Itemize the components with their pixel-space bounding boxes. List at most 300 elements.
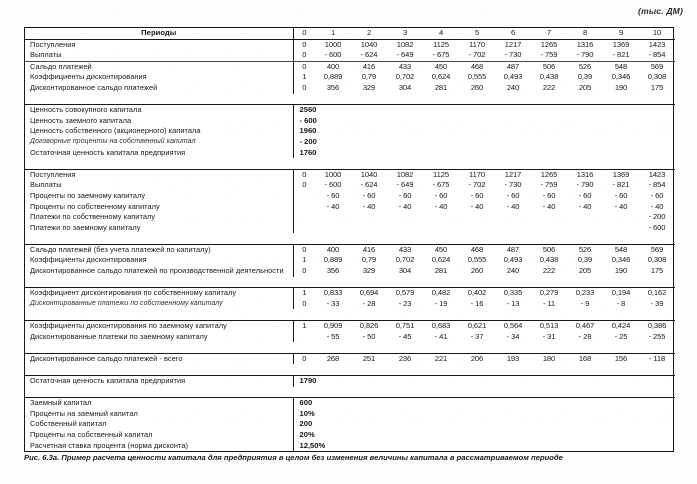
- row-value-period-10: - 40: [650, 201, 664, 211]
- spacer-cell: [25, 309, 675, 320]
- row-value-period-2: 416: [351, 61, 387, 72]
- table-row: [25, 321, 675, 332]
- row-value-period-5: 0,555: [467, 255, 487, 265]
- header-cell-period-9: 9: [603, 28, 639, 39]
- table-row: [25, 72, 675, 83]
- row-value-period-7: 0,279: [531, 288, 567, 299]
- row-value-period-1: - 55: [326, 331, 340, 341]
- row-value-period-3: 304: [398, 266, 412, 276]
- row-value-period-4: - 41: [434, 331, 448, 341]
- row-value-period-0: 0: [302, 39, 307, 49]
- row-value-period-0: [293, 223, 315, 234]
- row-value-period-3: 236: [387, 353, 423, 364]
- row-value-period-10: - 60: [650, 190, 664, 200]
- row-value-period-2: - 28: [362, 298, 376, 308]
- row-value-period-4: 450: [423, 61, 459, 72]
- row-label: Собственный капитал: [25, 419, 293, 430]
- row-value-period-7: 0,438: [539, 72, 559, 82]
- row-summary-value: - 600: [299, 115, 317, 125]
- row-value-period-8: - 9: [580, 298, 590, 308]
- table-row: [25, 169, 675, 180]
- row-value-period-8: - 60: [578, 190, 592, 200]
- table-row: [25, 419, 675, 430]
- row-value-period-5: - 16: [470, 298, 484, 308]
- row-value-period-7: 222: [542, 266, 556, 276]
- row-value-period-6: - 730: [504, 180, 522, 190]
- row-value-period-8: 1316: [576, 39, 594, 49]
- row-value-period-5: 1170: [469, 39, 485, 49]
- row-label: Проценты на заемный капитал: [25, 409, 293, 420]
- row-value-period-9: 190: [614, 82, 628, 92]
- table-row: [25, 83, 675, 94]
- row-value-period-5: 206: [459, 353, 495, 364]
- spacer-cell: [25, 364, 675, 375]
- row-value-period-6: 193: [495, 353, 531, 364]
- row-value-period-0: 0: [293, 244, 315, 255]
- row-value-period-0: [293, 202, 315, 213]
- table-row: [25, 202, 675, 213]
- row-value-period-8: 526: [567, 244, 603, 255]
- table-row: [25, 430, 675, 441]
- row-value-period-6: 487: [495, 61, 531, 72]
- row-value-period-1: 1000: [315, 169, 351, 180]
- row-label: Выплаты: [25, 50, 293, 61]
- table-row: [25, 126, 675, 137]
- row-value-period-2: 416: [351, 244, 387, 255]
- row-value-period-5: 0,555: [467, 72, 487, 82]
- row-value-period-6: 0,335: [495, 288, 531, 299]
- row-value-period-10: - 255: [648, 331, 666, 341]
- row-value-period-10: - 600: [648, 222, 666, 232]
- row-value-period-5: 260: [470, 82, 484, 92]
- row-value-period-2: 0,694: [351, 288, 387, 299]
- row-summary-value: 1790: [293, 376, 675, 387]
- row-value-period-0: 1: [302, 255, 307, 265]
- row-value-period-5: - 37: [470, 331, 484, 341]
- row-value-period-7: 222: [542, 82, 556, 92]
- row-label: Дисконтированное сальдо платежей по производственной деятельности: [25, 266, 293, 277]
- row-value-period-2: 329: [362, 82, 376, 92]
- row-value-period-6: 487: [495, 244, 531, 255]
- table-row: [25, 376, 675, 387]
- row-value-period-8: [567, 212, 603, 223]
- table-row: [25, 116, 675, 127]
- row-label: Сальдо платежей (без учета платежей по капиталу): [25, 244, 293, 255]
- row-value-period-4: - 675: [432, 180, 450, 190]
- row-value-period-4: - 40: [434, 201, 448, 211]
- header-cell-period-10: 10: [639, 28, 675, 39]
- row-value-period-7: - 759: [540, 50, 558, 60]
- row-value-period-9: - 821: [612, 180, 630, 190]
- row-value-period-1: 0,889: [323, 255, 343, 265]
- table-row: [25, 353, 675, 364]
- row-value-period-9: 190: [614, 266, 628, 276]
- row-value-period-0: 0: [302, 50, 307, 60]
- row-value-period-9: - 60: [614, 190, 628, 200]
- row-value-period-10: - 200: [648, 212, 666, 222]
- row-value-period-4: 1125: [433, 39, 449, 49]
- row-value-period-8: - 40: [578, 201, 592, 211]
- row-value-period-10: - 854: [648, 180, 666, 190]
- row-value-period-9: - 821: [612, 50, 630, 60]
- row-value-period-1: 400: [315, 61, 351, 72]
- row-value-period-10: 569: [639, 244, 675, 255]
- row-value-period-3: 1082: [387, 169, 423, 180]
- row-label: Дисконтированное сальдо платежей: [25, 83, 293, 94]
- row-summary-value: 10%: [299, 408, 315, 418]
- row-value-period-0: 1: [293, 321, 315, 332]
- row-value-period-1: - 33: [326, 298, 340, 308]
- spacer-cell: [25, 233, 675, 244]
- row-value-period-8: 168: [567, 353, 603, 364]
- figure-caption-text: Пример расчета ценности капитала для предприятия в целом без изменения величины капитала в рассматриваемом периоде: [61, 453, 563, 462]
- row-label: Ценность заемного капитала: [25, 116, 293, 127]
- row-label: Сальдо платежей: [25, 61, 293, 72]
- row-label: Коэффициенты дисконтирования: [25, 255, 293, 266]
- row-value-period-6: - 730: [504, 50, 522, 60]
- row-value-period-4: [423, 212, 459, 223]
- row-value-period-6: 0,493: [503, 72, 523, 82]
- row-label: Заемный капитал: [25, 398, 293, 409]
- row-value-period-9: 1369: [612, 39, 630, 49]
- row-value-period-8: [567, 223, 603, 234]
- row-value-period-1: 0,909: [315, 321, 351, 332]
- row-label: Дисконтированные платежи по заемному капиталу: [25, 332, 293, 343]
- row-label: Проценты по заемному капиталу: [25, 191, 293, 202]
- row-value-period-10: 0,308: [647, 255, 667, 265]
- table-row: [25, 148, 675, 159]
- row-value-period-9: 0,346: [611, 255, 631, 265]
- row-value-period-4: - 675: [432, 50, 450, 60]
- row-value-period-9: - 8: [616, 298, 626, 308]
- row-value-period-2: [351, 223, 387, 234]
- row-value-period-5: - 702: [468, 180, 486, 190]
- row-value-period-5: - 702: [468, 50, 486, 60]
- header-cell-period-2: 2: [351, 28, 387, 39]
- row-value-period-9: 0,194: [603, 288, 639, 299]
- row-value-period-1: - 600: [324, 50, 342, 60]
- row-value-period-9: 156: [603, 353, 639, 364]
- row-value-period-9: 1369: [603, 169, 639, 180]
- row-value-period-1: 268: [315, 353, 351, 364]
- row-value-period-6: - 13: [506, 298, 520, 308]
- row-label: Остаточная ценность капитала предприятия: [25, 376, 293, 387]
- row-value-period-10: 175: [650, 266, 664, 276]
- row-value-period-6: 0,493: [503, 255, 523, 265]
- row-value-period-7: 180: [531, 353, 567, 364]
- row-value-period-6: 1217: [504, 39, 522, 49]
- row-label: Проценты на собственный капитал: [25, 430, 293, 441]
- row-value-period-3: 304: [398, 82, 412, 92]
- row-value-period-2: - 624: [360, 180, 378, 190]
- spacer-cell: [25, 277, 675, 288]
- row-value-period-5: 1170: [459, 169, 495, 180]
- row-value-period-5: - 60: [470, 190, 484, 200]
- row-value-period-0: [293, 212, 315, 223]
- table-row: [25, 332, 675, 343]
- row-value-period-1: [315, 212, 351, 223]
- row-value-period-3: - 23: [398, 298, 412, 308]
- row-value-period-5: 0,621: [459, 321, 495, 332]
- table-row: [25, 180, 675, 191]
- row-value-period-2: 329: [362, 266, 376, 276]
- row-value-period-3: 0,702: [395, 255, 415, 265]
- row-summary-value: 12,50%: [299, 440, 326, 450]
- row-value-period-2: 0,826: [351, 321, 387, 332]
- unit-note: (тыс. ДМ): [638, 6, 683, 16]
- row-value-period-7: 1265: [540, 39, 558, 49]
- row-value-period-8: 0,39: [577, 72, 593, 82]
- row-value-period-2: [351, 212, 387, 223]
- header-cell-period-5: 5: [459, 28, 495, 39]
- row-value-period-5: [459, 223, 495, 234]
- row-value-period-4: 281: [434, 266, 448, 276]
- row-value-period-8: 0,233: [567, 288, 603, 299]
- row-value-period-6: [495, 212, 531, 223]
- row-value-period-8: 205: [578, 82, 592, 92]
- header-cell-period-1: 1: [315, 28, 351, 39]
- table-block-spacer: [25, 309, 675, 320]
- row-value-period-0: [293, 191, 315, 202]
- row-summary-value: 600: [293, 398, 675, 409]
- row-value-period-2: 1040: [351, 169, 387, 180]
- table-body: [25, 28, 675, 451]
- row-value-period-1: 0,833: [315, 288, 351, 299]
- header-cell-period-6: 6: [495, 28, 531, 39]
- table-row: [25, 266, 675, 277]
- row-value-period-3: 433: [387, 244, 423, 255]
- row-value-period-8: - 790: [576, 180, 594, 190]
- row-value-period-3: 0,751: [387, 321, 423, 332]
- row-summary-value: 200: [299, 419, 313, 429]
- row-value-period-6: 240: [506, 82, 520, 92]
- row-value-period-7: - 31: [542, 331, 556, 341]
- row-value-period-7: [531, 223, 567, 234]
- table-row: [25, 137, 675, 148]
- row-value-period-1: 356: [326, 266, 340, 276]
- row-value-period-1: - 600: [324, 180, 342, 190]
- row-value-period-7: [531, 212, 567, 223]
- spacer-cell: [25, 387, 675, 398]
- row-value-period-9: 548: [603, 61, 639, 72]
- row-value-period-5: [459, 212, 495, 223]
- row-value-period-8: 526: [567, 61, 603, 72]
- row-value-period-5: 468: [459, 244, 495, 255]
- row-value-period-0: 0: [302, 180, 307, 190]
- row-value-period-4: 450: [423, 244, 459, 255]
- table-block-spacer: [25, 387, 675, 398]
- row-value-period-7: - 11: [542, 298, 556, 308]
- row-value-period-4: [423, 223, 459, 234]
- row-label: Выплаты: [25, 180, 293, 191]
- row-value-period-3: 433: [387, 61, 423, 72]
- spacer-cell: [25, 94, 675, 105]
- row-label: Остаточная ценность капитала предприятия: [25, 148, 293, 159]
- table-block-spacer: [25, 94, 675, 105]
- row-value-period-5: 0,402: [459, 288, 495, 299]
- header-cell-period-3: 3: [387, 28, 423, 39]
- row-value-period-3: 0,579: [387, 288, 423, 299]
- row-label: Ценность совокупного капитала: [25, 105, 293, 116]
- row-value-period-9: - 40: [614, 201, 628, 211]
- row-value-period-9: 548: [603, 244, 639, 255]
- table-row: [25, 398, 675, 409]
- header-cell-period-7: 7: [531, 28, 567, 39]
- row-value-period-10: 0,386: [639, 321, 675, 332]
- row-label: Договорные проценты на собственный капитал: [25, 137, 293, 148]
- table-block-spacer: [25, 158, 675, 169]
- row-value-period-2: 0,79: [361, 255, 377, 265]
- row-value-period-4: 1125: [423, 169, 459, 180]
- row-value-period-0: 0: [302, 298, 307, 308]
- row-value-period-8: - 790: [576, 50, 594, 60]
- row-value-period-4: 0,624: [431, 255, 451, 265]
- row-label: Платежи по собственному капиталу: [25, 212, 293, 223]
- table-row: [25, 441, 675, 452]
- row-value-period-5: 468: [459, 61, 495, 72]
- row-summary-value: 2560: [293, 105, 675, 116]
- row-value-period-3: - 60: [398, 190, 412, 200]
- row-value-period-5: - 40: [470, 201, 484, 211]
- row-label: Поступления: [25, 39, 293, 50]
- row-value-period-1: 400: [315, 244, 351, 255]
- table-block-spacer: [25, 364, 675, 375]
- row-value-period-1: - 60: [326, 190, 340, 200]
- header-cell-period-8: 8: [567, 28, 603, 39]
- row-label: Дисконтированные платежи по собственному капиталу: [25, 299, 293, 310]
- row-value-period-0: 0: [293, 353, 315, 364]
- financial-table: [25, 28, 675, 451]
- figure-caption: [24, 452, 679, 463]
- row-value-period-8: 1316: [567, 169, 603, 180]
- table-row: [25, 50, 675, 61]
- row-value-period-1: 1000: [324, 39, 342, 49]
- row-value-period-1: - 40: [326, 201, 340, 211]
- table-row: [25, 105, 675, 116]
- row-value-period-8: - 28: [578, 331, 592, 341]
- row-value-period-7: 1265: [531, 169, 567, 180]
- row-label: Коэффициенты дисконтирования: [25, 72, 293, 83]
- row-summary-value: 1760: [299, 147, 317, 157]
- row-value-period-7: - 40: [542, 201, 556, 211]
- row-value-period-4: 0,482: [423, 288, 459, 299]
- table-row: [25, 288, 675, 299]
- table-block-spacer: [25, 233, 675, 244]
- row-value-period-3: 1082: [396, 39, 414, 49]
- row-value-period-4: 0,624: [431, 72, 451, 82]
- row-value-period-6: 1217: [495, 169, 531, 180]
- row-summary-value: 20%: [299, 429, 315, 439]
- row-value-period-9: [603, 212, 639, 223]
- row-value-period-9: 0,346: [611, 72, 631, 82]
- row-value-period-6: [495, 223, 531, 234]
- row-value-period-1: 0,889: [323, 72, 343, 82]
- row-label: Ценность собственного (акционерного) капитала: [25, 126, 293, 137]
- row-value-period-9: 0,424: [603, 321, 639, 332]
- table-block-spacer: [25, 342, 675, 353]
- row-value-period-2: - 624: [360, 50, 378, 60]
- row-value-period-6: 240: [506, 266, 520, 276]
- table-row: [25, 223, 675, 234]
- row-value-period-2: 251: [351, 353, 387, 364]
- row-value-period-7: - 759: [540, 180, 558, 190]
- row-value-period-3: - 45: [398, 331, 412, 341]
- row-summary-value: 1960: [299, 126, 317, 136]
- row-value-period-3: 0,702: [395, 72, 415, 82]
- row-value-period-0: 1: [293, 288, 315, 299]
- row-summary-value: - 200: [299, 136, 317, 146]
- table-row: [25, 39, 675, 50]
- row-value-period-6: 0,564: [495, 321, 531, 332]
- row-value-period-8: 0,467: [567, 321, 603, 332]
- row-value-period-1: 356: [326, 82, 340, 92]
- header-cell-period-0: 0: [293, 28, 315, 39]
- header-cell-period-4: 4: [423, 28, 459, 39]
- row-value-period-6: - 40: [506, 201, 520, 211]
- row-value-period-7: 506: [531, 244, 567, 255]
- row-value-period-5: 260: [470, 266, 484, 276]
- row-value-period-10: 0,162: [639, 288, 675, 299]
- row-value-period-7: 0,513: [531, 321, 567, 332]
- row-value-period-8: 0,39: [577, 255, 593, 265]
- row-value-period-10: 1423: [639, 169, 675, 180]
- row-value-period-10: - 854: [648, 50, 666, 60]
- row-value-period-7: 506: [531, 61, 567, 72]
- row-value-period-4: - 19: [434, 298, 448, 308]
- row-value-period-0: [293, 332, 315, 343]
- row-value-period-0: 0: [293, 169, 315, 180]
- row-value-period-7: - 60: [542, 190, 556, 200]
- row-label: Дисконтированное сальдо платежей - всего: [25, 353, 293, 364]
- spacer-cell: [25, 158, 675, 169]
- row-label: Платежи по заемному капиталу: [25, 223, 293, 234]
- table-row: [25, 299, 675, 310]
- row-value-period-2: 0,79: [361, 72, 377, 82]
- row-value-period-0: 1: [302, 72, 307, 82]
- row-value-period-9: [603, 223, 639, 234]
- row-label: Расчетная ставка процента (норма дисконта): [25, 441, 293, 452]
- row-value-period-4: 0,683: [423, 321, 459, 332]
- row-value-period-2: 1040: [360, 39, 378, 49]
- row-value-period-10: 0,308: [647, 72, 667, 82]
- row-value-period-9: - 25: [614, 331, 628, 341]
- row-value-period-3: - 649: [396, 180, 414, 190]
- row-label: Коэффициент дисконтирования по собственному капиталу: [25, 288, 293, 299]
- row-value-period-2: - 40: [362, 201, 376, 211]
- table-row: [25, 244, 675, 255]
- row-value-period-10: - 39: [650, 298, 664, 308]
- row-value-period-4: 281: [434, 82, 448, 92]
- row-value-period-6: - 34: [506, 331, 520, 341]
- row-value-period-6: - 60: [506, 190, 520, 200]
- table-header-row: [25, 28, 675, 39]
- row-value-period-1: [315, 223, 351, 234]
- row-value-period-7: 0,438: [539, 255, 559, 265]
- row-value-period-3: [387, 212, 423, 223]
- row-value-period-2: - 50: [362, 331, 376, 341]
- table-block-spacer: [25, 277, 675, 288]
- row-label: Проценты по собственному капиталу: [25, 202, 293, 213]
- row-value-period-4: - 60: [434, 190, 448, 200]
- header-cell-periods: Периоды: [25, 28, 293, 39]
- row-value-period-3: [387, 223, 423, 234]
- table-row: [25, 409, 675, 420]
- row-value-period-10: 175: [650, 82, 664, 92]
- row-value-period-4: 221: [423, 353, 459, 364]
- row-value-period-3: - 649: [396, 50, 414, 60]
- table-row: [25, 255, 675, 266]
- figure-caption-number: Рис. 6.3а.: [24, 453, 60, 462]
